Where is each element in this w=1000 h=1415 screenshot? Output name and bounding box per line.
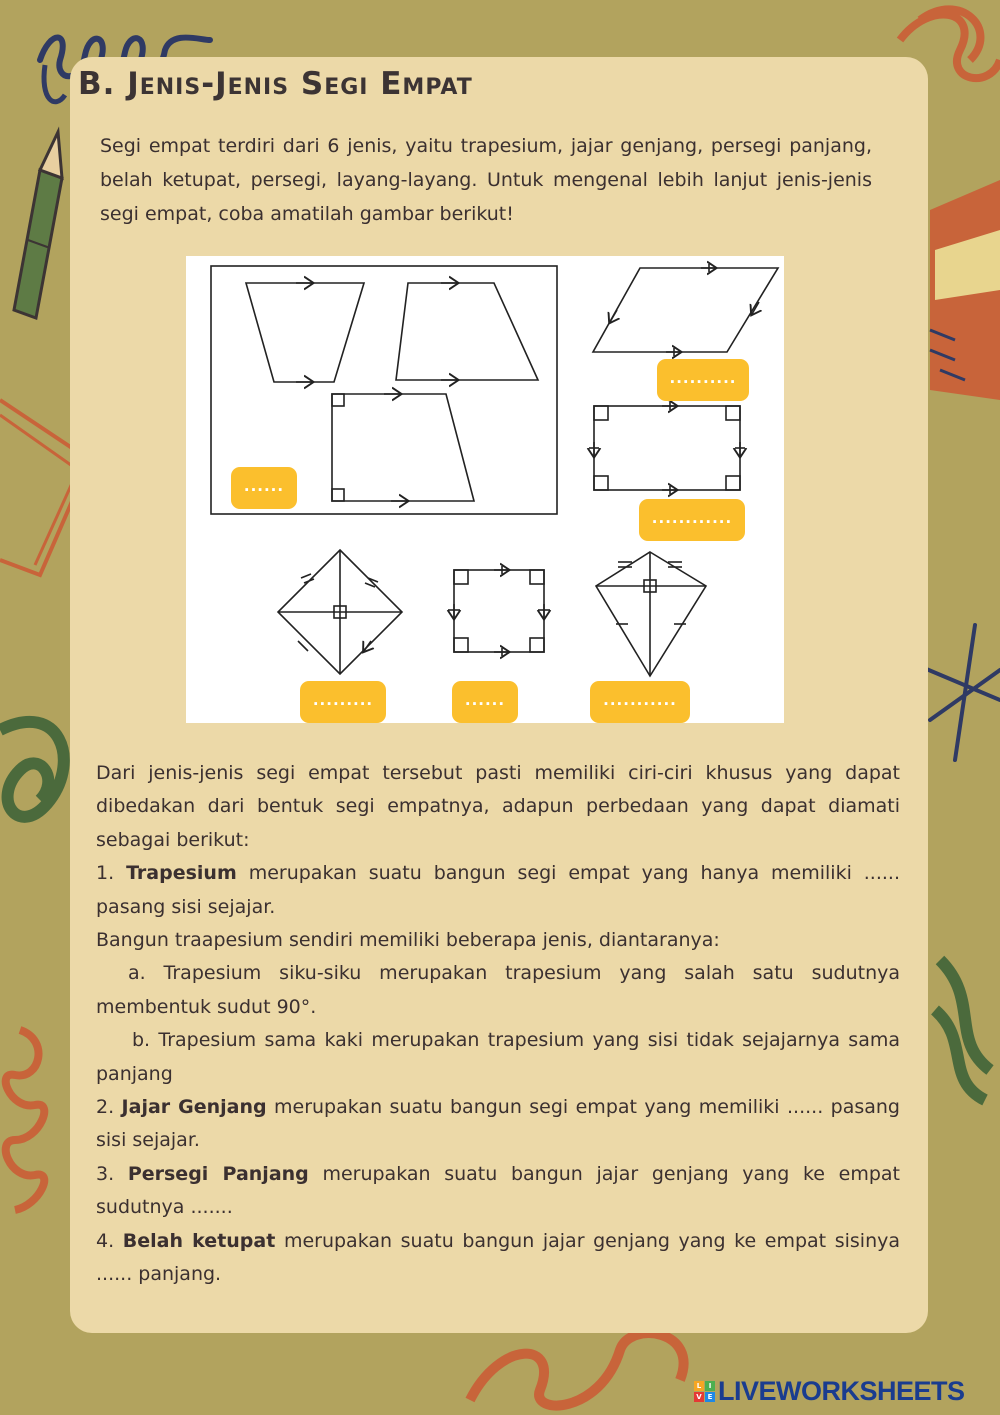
term-jajar-genjang: Jajar Genjang bbox=[121, 1096, 267, 1119]
logo-letter: I bbox=[705, 1381, 715, 1391]
item-trapesium bbox=[96, 857, 900, 924]
pencil-icon bbox=[14, 132, 62, 318]
item-persegi-panjang-text: merupakan suatu bangun jajar genjang yang ke empat sudutnya ....... bbox=[96, 1162, 900, 1219]
blank-rhombus[interactable]: ......... bbox=[300, 681, 386, 723]
term-belah-ketupat: Belah ketupat bbox=[122, 1229, 276, 1252]
item-belah-ketupat bbox=[96, 1225, 900, 1292]
right-trapezium bbox=[332, 394, 474, 501]
book-icon bbox=[930, 180, 1000, 400]
item-number: 4. bbox=[96, 1229, 115, 1252]
item-number: 3. bbox=[96, 1162, 115, 1185]
quadrilateral-figure bbox=[186, 256, 784, 723]
logo-letter: E bbox=[705, 1392, 715, 1402]
general-trapezium bbox=[396, 283, 538, 380]
page-title: B. Jenis-Jenis Segi Empat bbox=[78, 66, 473, 102]
blank-rectangle[interactable]: ............ bbox=[639, 499, 745, 541]
blank-kite[interactable]: ........... bbox=[590, 681, 690, 723]
item-jajar-genjang bbox=[96, 1091, 900, 1158]
item-persegi-panjang bbox=[96, 1158, 900, 1225]
logo-mark-icon bbox=[694, 1381, 715, 1402]
logo-letter: V bbox=[694, 1392, 704, 1402]
kite bbox=[596, 552, 706, 676]
term-trapesium: Trapesium bbox=[126, 862, 237, 885]
isosceles-trapezium bbox=[246, 283, 364, 382]
logo-letter: L bbox=[694, 1381, 704, 1391]
lead-paragraph: Dari jenis-jenis segi empat tersebut pasti memiliki ciri-ciri khusus yang dapat dibedakan dari bentuk segi empatnya, adapun perbedaan yang dapat diamati sebagai berikut: bbox=[96, 762, 900, 851]
sub-item-b: b. Trapesium sama kaki merupakan trapesium yang sisi tidak sejajarnya sama panjang bbox=[96, 1029, 900, 1085]
sub-item-a: a. Trapesium siku-siku merupakan trapesium yang salah satu sudutnya membentuk sudut 90°. bbox=[96, 962, 900, 1018]
liveworksheets-logo[interactable] bbox=[694, 1376, 965, 1406]
blank-square[interactable]: ...... bbox=[452, 681, 518, 723]
explanation-text bbox=[96, 757, 900, 1292]
sub-intro: Bangun traapesium sendiri memiliki beberapa jenis, diantaranya: bbox=[96, 929, 720, 952]
green-scribble-right bbox=[935, 960, 990, 1100]
item-number: 2. bbox=[96, 1096, 115, 1119]
item-jajar-genjang-text: merupakan suatu bangun segi empat yang memiliki ...... pasang sisi sejajar. bbox=[96, 1096, 900, 1152]
rectangle bbox=[594, 406, 740, 490]
orange-spiral-left bbox=[6, 1030, 45, 1210]
item-trapesium-text: merupakan suatu bangun segi empat yang hanya memiliki ...... pasang sisi sejajar. bbox=[96, 862, 900, 918]
item-number: 1. bbox=[96, 862, 115, 885]
term-persegi-panjang: Persegi Panjang bbox=[127, 1162, 309, 1185]
logo-text: LIVEWORKSHEETS bbox=[718, 1375, 965, 1406]
parallelogram bbox=[593, 268, 778, 352]
blank-parallelogram[interactable]: .......... bbox=[657, 359, 749, 401]
item-belah-ketupat-text: merupakan suatu bangun jajar genjang yang ke empat sisinya ...... panjang. bbox=[96, 1229, 901, 1286]
green-swirl bbox=[0, 722, 64, 817]
orange-scribble-bottom bbox=[470, 1333, 684, 1405]
blank-trapezium[interactable]: ...... bbox=[231, 467, 297, 509]
intro-paragraph: Segi empat terdiri dari 6 jenis, yaitu trapesium, jajar genjang, persegi panjang, belah ketupat, persegi, layang-layang. Untuk mengenal lebih lanjut jenis-jenis segi empat, coba amatilah gambar berikut! bbox=[100, 135, 872, 225]
